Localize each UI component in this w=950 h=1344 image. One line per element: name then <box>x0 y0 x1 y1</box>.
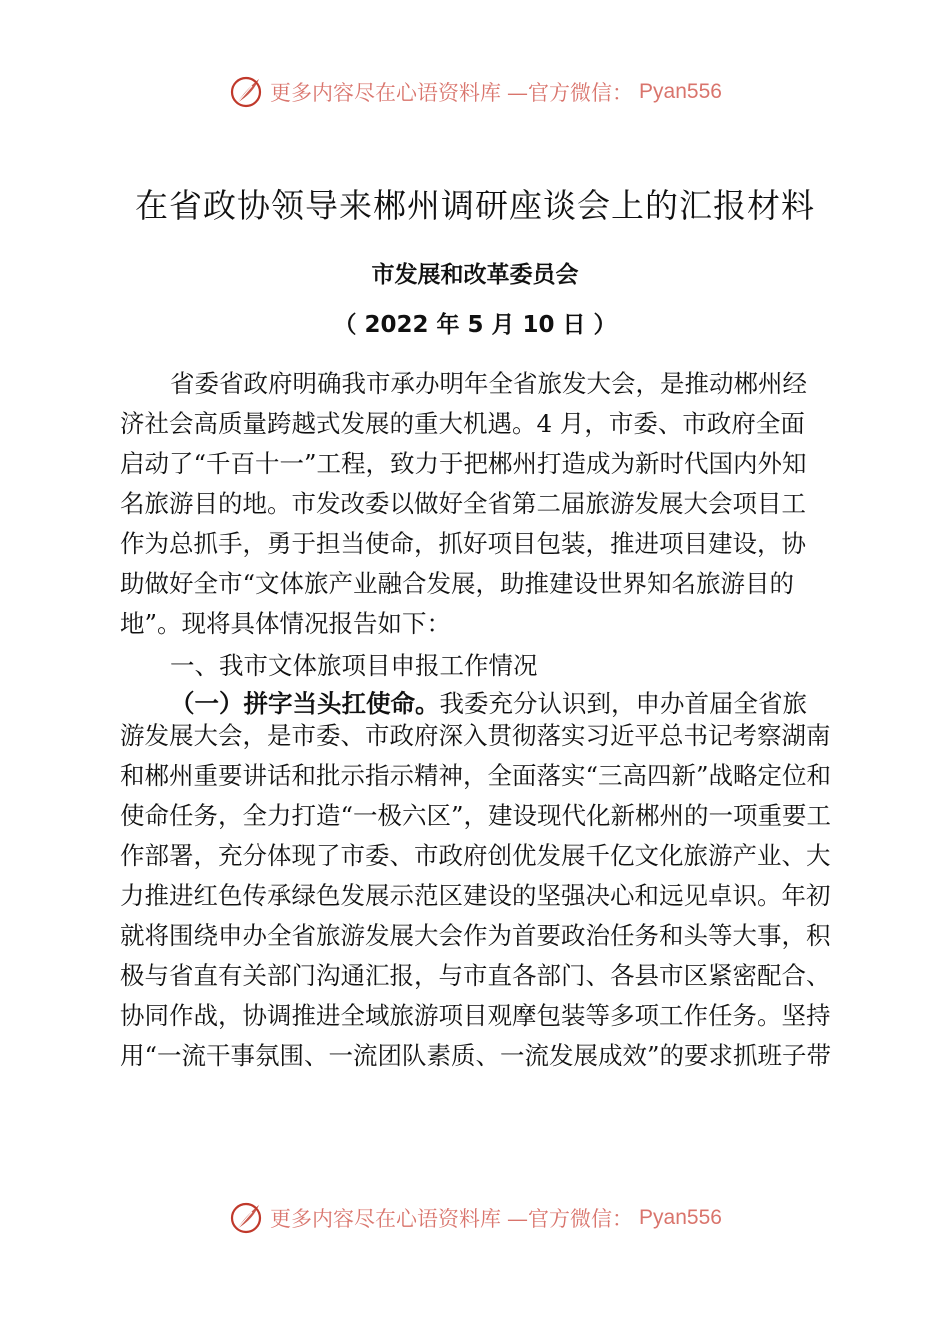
paragraph-line: 济社会高质量跨越式发展的重大机遇。4 月，市委、市政府全面 <box>120 409 805 438</box>
paragraph-line: 作为总抓手，勇于担当使命，抓好项目包装，推进项目建设，协 <box>120 529 806 558</box>
document-organization: 市发展和改革委员会 <box>371 262 579 288</box>
document-title: 在省政协领导来郴州调研座谈会上的汇报材料 <box>135 186 815 225</box>
section-heading: 一、我市文体旅项目申报工作情况 <box>170 651 538 680</box>
subsection-first-line <box>170 688 807 720</box>
quill-pen-icon <box>228 74 264 110</box>
header-watermark <box>0 70 950 114</box>
paragraph-line: 使命任务，全力打造“一极六区”，建设现代化新郴州的一项重要工 <box>120 801 832 830</box>
footer-watermark <box>0 1196 950 1240</box>
paragraph-line: 用“一流干事氛围、一流团队素质、一流发展成效”的要求抓班子带 <box>120 1041 832 1070</box>
paragraph-line: 作部署，充分体现了市委、市政府创优发展千亿文化旅游产业、大 <box>120 841 831 870</box>
paragraph-line: 助做好全市“文体旅产业融合发展，助推建设世界知名旅游目的 <box>120 569 795 598</box>
watermark-text: 更多内容尽在心语资料库 <box>270 81 502 105</box>
paragraph-line: 游发展大会，是市委、市政府深入贯彻落实习近平总书记考察湖南 <box>120 721 831 750</box>
document-date: （ 2022 年 5 月 10 日 ） <box>333 312 617 338</box>
paragraph-line: 极与省直有关部门沟通汇报，与市直各部门、各县市区紧密配合、 <box>120 961 831 990</box>
paragraph-line: 力推进红色传承绿色发展示范区建设的坚强决心和远见卓识。年初 <box>120 881 831 910</box>
paragraph-line: 就将围绕申办全省旅游发展大会作为首要政治任务和头等大事，积 <box>120 921 831 950</box>
paragraph-line: 和郴州重要讲话和批示指示精神，全面落实“三高四新”战略定位和 <box>120 761 832 790</box>
watermark-separator: —官方微信： <box>507 81 634 105</box>
paragraph-line: 协同作战，协调推进全域旅游项目观摩包装等多项工作任务。坚持 <box>120 1001 831 1030</box>
paragraph-line: 启动了“千百十一”工程，致力于把郴州打造成为新时代国内外知 <box>120 449 807 478</box>
subsection-first-line-text: 我委充分认识到，申办首届全省旅 <box>439 689 807 718</box>
paragraph-line: 省委省政府明确我市承办明年全省旅发大会，是推动郴州经 <box>170 369 807 398</box>
watermark-text: 更多内容尽在心语资料库 <box>270 1207 502 1231</box>
watermark-id: Pyan556 <box>639 80 722 103</box>
watermark-separator: —官方微信： <box>507 1207 634 1231</box>
watermark-id: Pyan556 <box>639 1206 722 1229</box>
paragraph-line: 地”。现将具体情况报告如下： <box>120 609 452 638</box>
quill-pen-icon <box>228 1200 264 1236</box>
subsection-heading: （一）拼字当头扛使命。 <box>170 689 440 718</box>
paragraph-line: 名旅游目的地。市发改委以做好全省第二届旅游发展大会项目工 <box>120 489 806 518</box>
